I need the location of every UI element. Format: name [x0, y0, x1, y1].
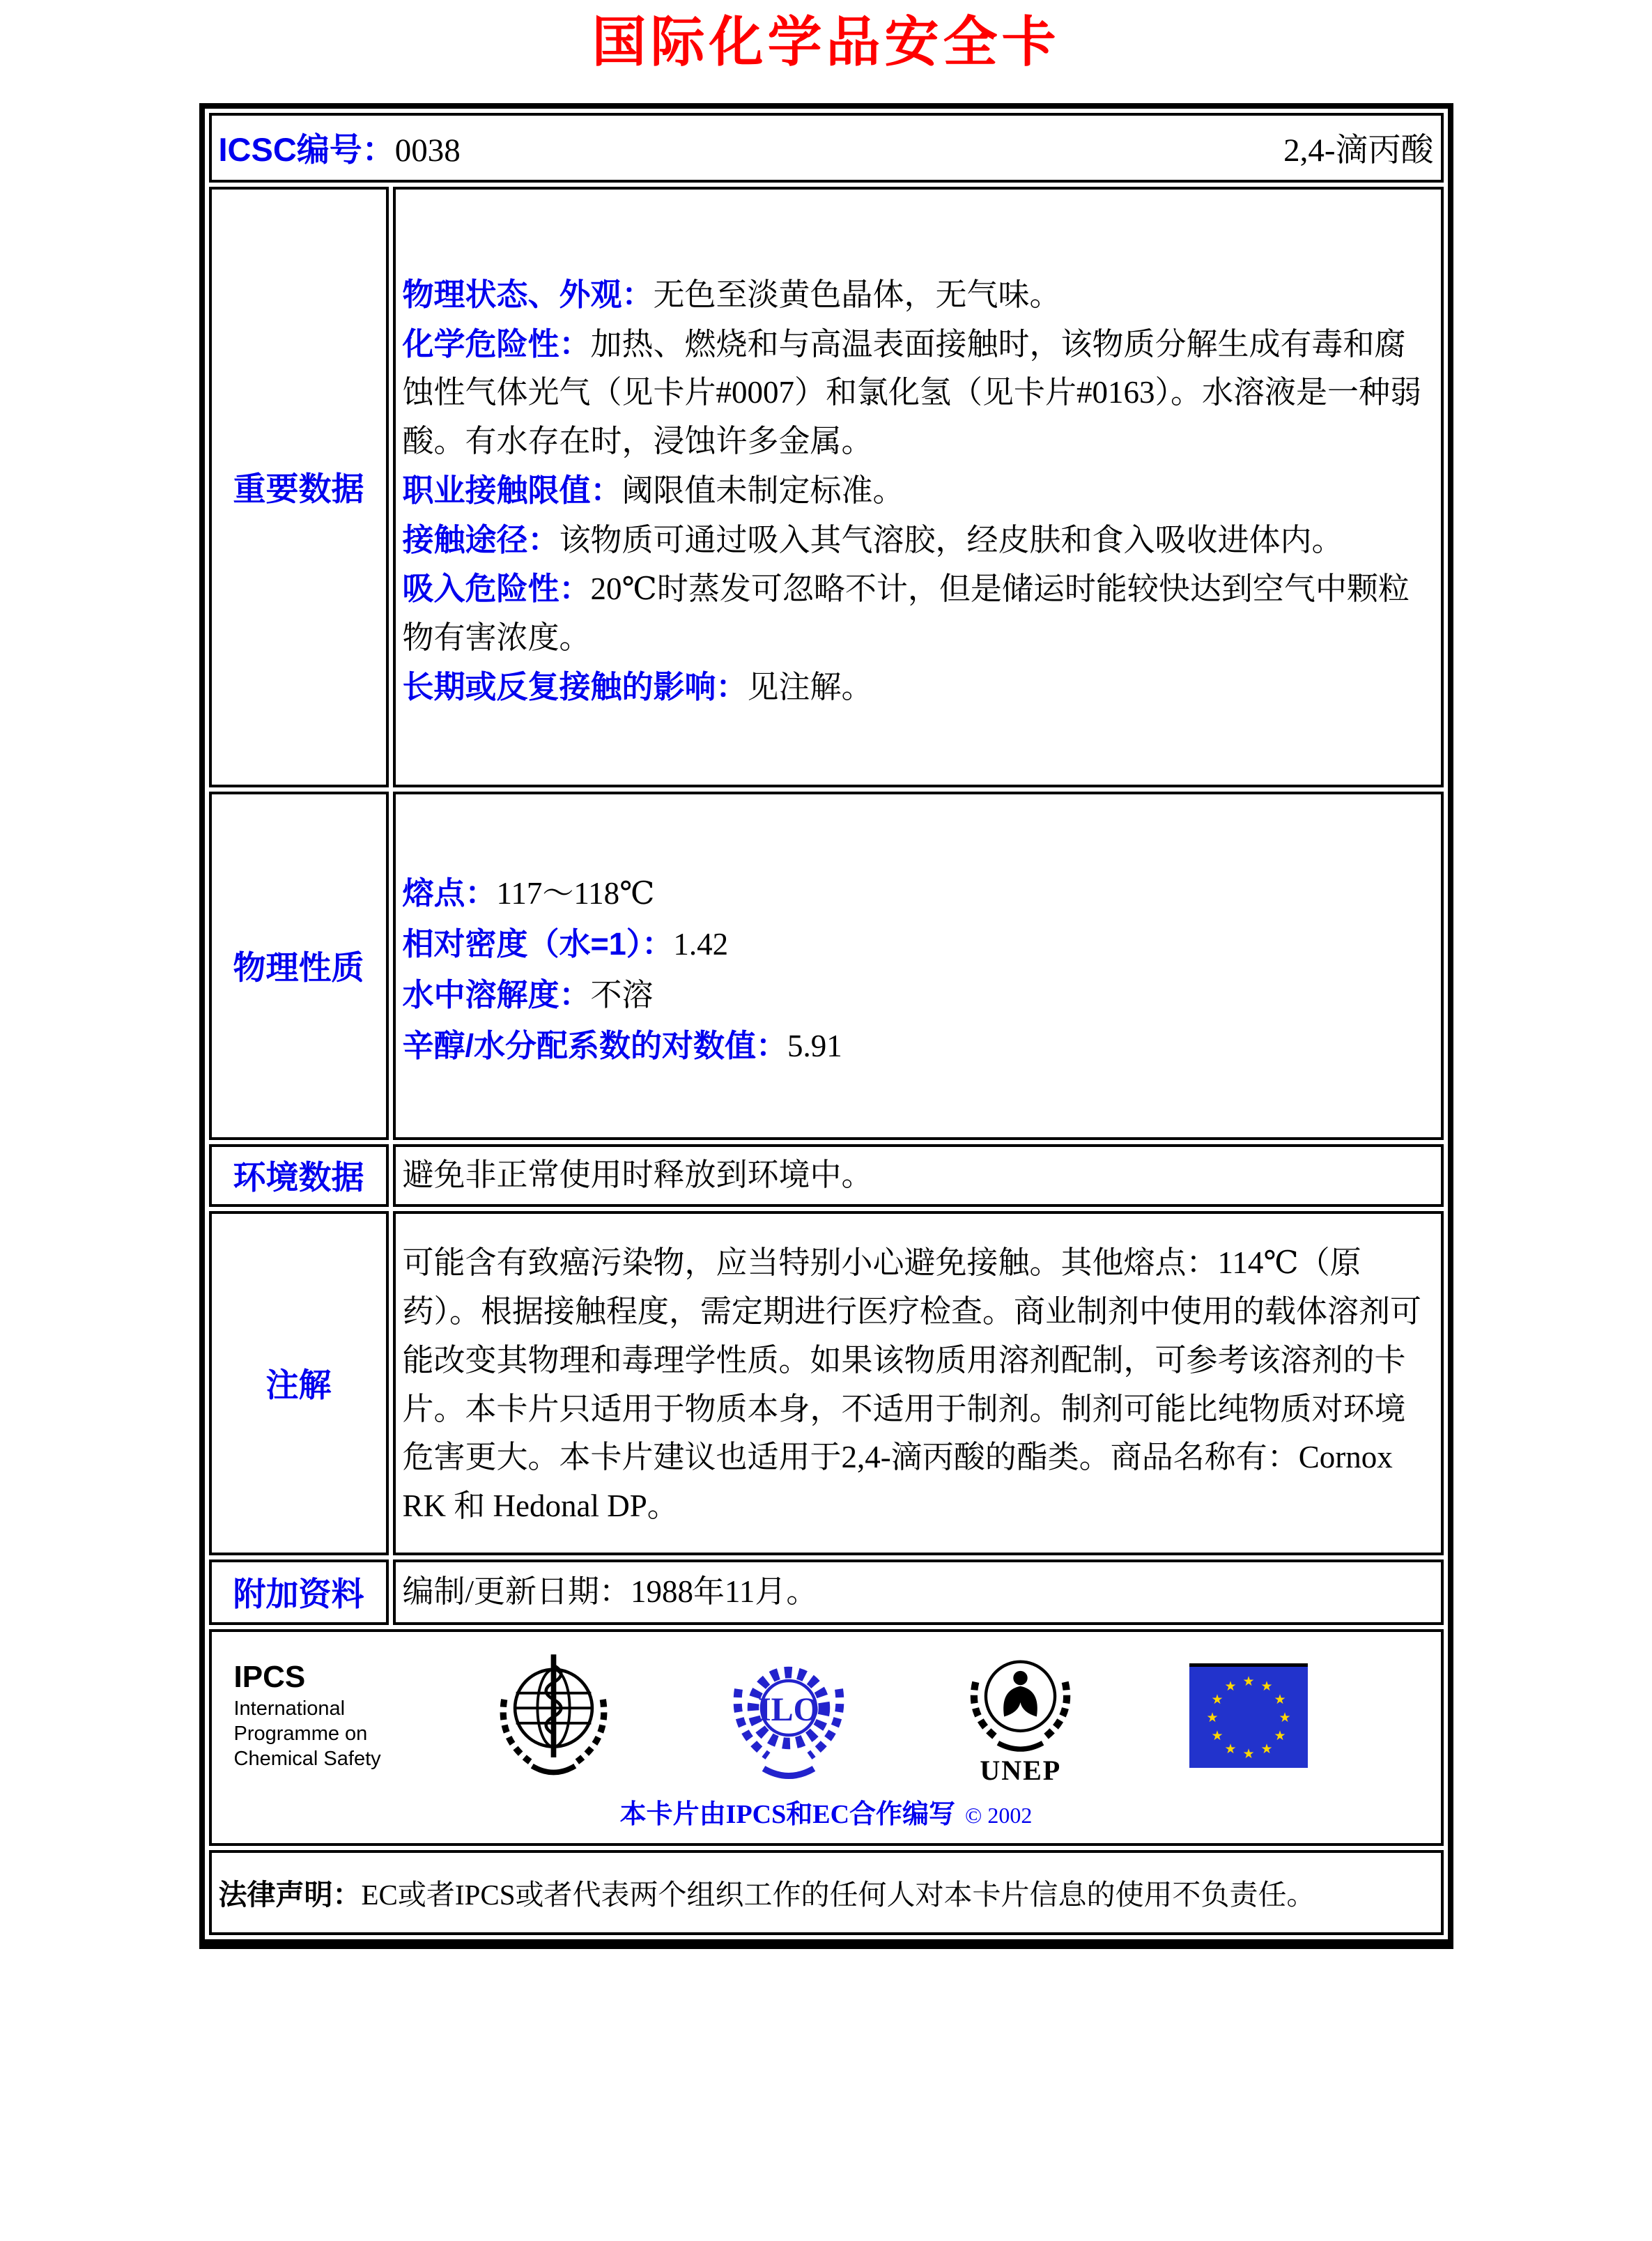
legal-notice-row	[209, 1850, 1444, 1935]
logos-cell	[209, 1629, 1444, 1846]
additional-info-content: 编制/更新日期：1988年11月。	[393, 1560, 1444, 1625]
important-data-label: 重要数据	[209, 187, 389, 787]
long-term-effects-value: 见注解。	[747, 669, 873, 704]
svg-text:★: ★	[1224, 1741, 1237, 1757]
important-data-row	[209, 187, 1444, 787]
svg-text:★: ★	[1211, 1727, 1223, 1743]
chemical-name: 2,4-滴丙酸	[1283, 132, 1434, 169]
card-header-cell	[209, 113, 1444, 183]
physical-state-value: 无色至淡黄色晶体，无气味。	[653, 277, 1061, 312]
environmental-data-content: 避免非正常使用时释放到环境中。	[393, 1144, 1444, 1207]
svg-text:★: ★	[1206, 1709, 1219, 1725]
exposure-routes-value: 该物质可通过吸入其气溶胶，经皮肤和食入吸收进体内。	[559, 522, 1343, 557]
svg-text:★: ★	[1260, 1678, 1273, 1694]
who-logo-icon	[489, 1646, 618, 1785]
svg-text:★: ★	[1224, 1678, 1237, 1694]
physical-properties-label: 物理性质	[209, 792, 389, 1140]
legal-notice-cell	[209, 1850, 1444, 1935]
icsc-number-group	[219, 124, 461, 171]
icsc-card-table	[199, 103, 1453, 1949]
melting-point-label: 熔点：	[402, 875, 497, 911]
copyright-text: © 2002	[965, 1802, 1033, 1828]
water-solubility-label: 水中溶解度：	[402, 976, 591, 1012]
svg-text:★: ★	[1242, 1746, 1255, 1762]
important-data-content	[393, 187, 1444, 787]
chemical-danger-value: 加热、燃烧和与高温表面接触时，该物质分解生成有毒和腐蚀性气体光气（见卡片#0007）和氯化氢（见卡片#0163）。水溶液是一种弱酸。有水存在时，浸蚀许多金属。	[402, 326, 1422, 459]
header-row	[209, 113, 1444, 183]
legal-notice-text: EC或者IPCS或者代表两个组织工作的任何人对本卡片信息的使用不负责任。	[361, 1879, 1315, 1911]
cooperation-caption	[219, 1792, 1434, 1831]
ipcs-subtitle-line1: International	[233, 1697, 346, 1720]
logos-row	[209, 1629, 1444, 1846]
ipcs-subtitle-line2: Programme on	[233, 1722, 368, 1745]
ipcs-subtitle-line3: Chemical Safety	[233, 1748, 381, 1771]
inhalation-risk-label: 吸入危险性：	[402, 571, 591, 607]
notes-row	[209, 1211, 1444, 1555]
unep-wordmark: UNEP	[980, 1755, 1062, 1787]
eu-flag-icon	[1189, 1663, 1308, 1768]
occupational-limit-line	[403, 466, 1434, 516]
exposure-routes-line	[403, 516, 1434, 565]
svg-text:★: ★	[1274, 1691, 1286, 1707]
svg-text:★: ★	[1242, 1673, 1255, 1689]
water-solubility-value: 不溶	[590, 977, 654, 1012]
additional-info-row	[209, 1560, 1444, 1625]
additional-info-label: 附加资料	[209, 1560, 389, 1625]
physical-properties-content	[393, 792, 1444, 1140]
relative-density-label: 相对密度（水=1）：	[402, 926, 674, 962]
physical-properties-row	[209, 792, 1444, 1140]
environmental-data-row	[209, 1144, 1444, 1207]
unep-logo-icon	[959, 1646, 1081, 1785]
page-title: 国际化学品安全卡	[592, 12, 1060, 72]
partition-coefficient-label: 辛醇/水分配系数的对数值：	[402, 1027, 788, 1063]
occupational-limit-value: 阈限值未制定标准。	[622, 472, 904, 508]
svg-text:★: ★	[1274, 1727, 1286, 1743]
long-term-effects-line	[403, 663, 1434, 712]
svg-text:★: ★	[1279, 1709, 1291, 1725]
ipcs-text-block	[234, 1659, 381, 1772]
ipcs-acronym: IPCS	[233, 1659, 306, 1694]
ilo-letters: ILO	[758, 1691, 820, 1729]
notes-label: 注解	[209, 1211, 389, 1555]
physical-state-line	[403, 270, 1434, 320]
inhalation-risk-line	[403, 564, 1434, 663]
partition-coefficient-line	[403, 1022, 1434, 1071]
melting-point-value: 117～118℃	[496, 876, 655, 911]
cooperation-caption-text: 本卡片由IPCS和EC合作编写	[619, 1799, 956, 1829]
chemical-danger-label: 化学危险性：	[402, 325, 591, 362]
ilo-logo-icon	[726, 1647, 851, 1783]
legal-notice-label: 法律声明：	[218, 1879, 362, 1911]
physical-state-label: 物理状态、外观：	[402, 276, 654, 312]
notes-content: 可能含有致癌污染物，应当特别小心避免接触。其他熔点：114℃（原药）。根据接触程度，需定期进行医疗检查。商业制剂中使用的载体溶剂可能改变其物理和毒理学性质。如果该物质用溶剂配制，可参考该溶剂的卡片。本卡片只适用于物质本身，不适用于制剂。制剂可能比纯物质对环境危害更大。本卡片建议也适用于2,4-滴丙酸的酯类。商品名称有：Cornox RK 和 Hedonal DP。	[393, 1211, 1444, 1555]
partition-coefficient-value: 5.91	[787, 1028, 842, 1063]
occupational-limit-label: 职业接触限值：	[402, 472, 622, 508]
svg-text:★: ★	[1211, 1691, 1223, 1707]
long-term-effects-label: 长期或反复接触的影响：	[402, 668, 748, 704]
relative-density-line	[403, 920, 1434, 969]
relative-density-value: 1.42	[673, 927, 729, 962]
environmental-data-label: 环境数据	[209, 1144, 389, 1207]
svg-text:★: ★	[1260, 1741, 1273, 1757]
melting-point-line	[403, 869, 1434, 918]
water-solubility-line	[403, 971, 1434, 1020]
icsc-number-label: ICSC编号：	[218, 131, 395, 169]
exposure-routes-label: 接触途径：	[402, 521, 559, 557]
inhalation-risk-value: 20℃时蒸发可忽略不计，但是储运时能较快达到空气中颗粒物有害浓度。	[402, 571, 1410, 656]
chemical-danger-line	[403, 320, 1434, 466]
icsc-number-value: 0038	[394, 132, 461, 169]
logos-strip	[219, 1636, 1434, 1785]
